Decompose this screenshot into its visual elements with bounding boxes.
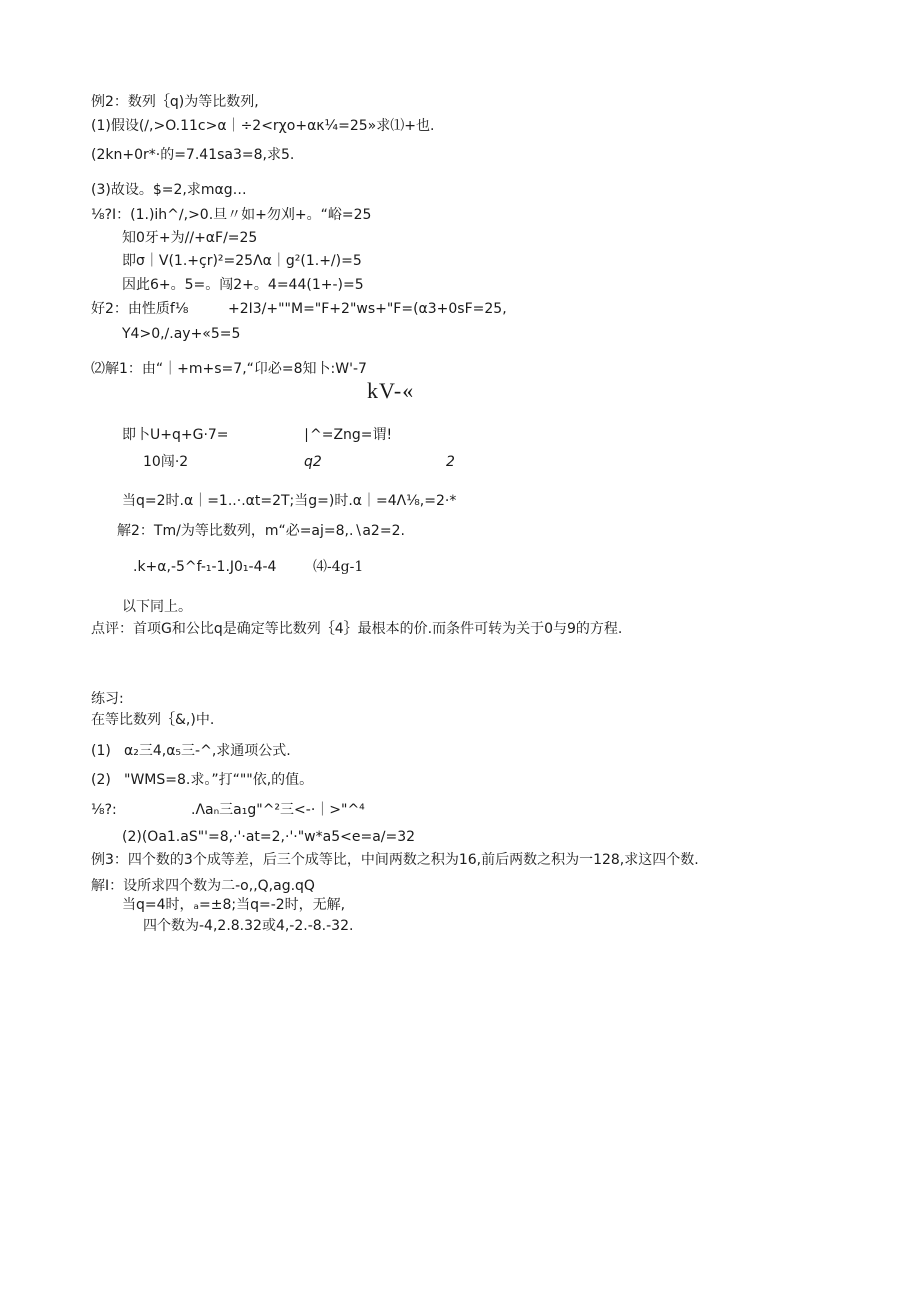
part-2-solution-2: 解2：Tm/为等比数列，m“必=aj=8,.∖a2=2.: [117, 523, 405, 539]
exercise-heading: 练习:: [91, 691, 124, 707]
example-3-answer: 四个数为-4,2.8.32或4,-2.-8.-32.: [143, 918, 354, 934]
exercise-intro: 在等比数列｛&,)中.: [91, 712, 215, 728]
example-3-solution-1: 解I：设所求四个数为二-o,,Q,ag.qQ: [91, 878, 315, 894]
example-3-heading: 例3：四个数的3个成等差，后三个成等比，中间两数之积为16,前后两数之积为一128,求这四个数.: [91, 852, 699, 868]
fraction-line-left: 即卜U+q+G·7=: [122, 427, 229, 443]
same-as-above: 以下同上。: [122, 599, 192, 615]
solution-1-line-3: 即σ｜V(1.+çr)²=25Λα｜g²(1.+/)=5: [122, 253, 362, 269]
example-2-part-1: (1)假设(∕,>O.11c>α｜÷2<rχo+ακ¼=25»求⑴+也.: [91, 118, 435, 134]
solution-2-label: 好2：由性质f⅛: [91, 301, 189, 317]
solution-1-line-4: 因此6+。5=。闯2+。4=44(1+-)=5: [122, 277, 364, 293]
exercise-solution-2: (2)(Oa1.aS"'=8,·'·at=2,·'·"w*a5<e=a∕=32: [122, 829, 416, 845]
case-analysis: 当q=2时.α｜=1..·.αt=2T;当g=)时.α｜=4Λ⅛,=2·*: [122, 493, 457, 509]
exercise-2-number: (2): [91, 772, 111, 788]
solution-1-line-1: ⅛?I：(1.)ih^∕,>0.旦〃如+勿刈+。“峪=25: [91, 207, 372, 223]
solution-2-expression-right: ⑷-4g-1: [313, 559, 364, 575]
example-2-part-2: (2kn+0r*·的=7.41sa3=8,求5.: [91, 147, 295, 163]
example-2-part-3: (3)故设。$=2,求mαg…: [91, 182, 247, 198]
denominator-3: 2: [446, 454, 455, 470]
exercise-1-number: (1): [91, 743, 111, 759]
part-2-solution-1: ⑵解1：由“｜+m+s=7,“卬必=8知卜:W'-7: [91, 361, 367, 377]
formula-fragment: kV-«: [367, 378, 415, 403]
solution-2-line-2: Y4>0,∕.ay+«5=5: [122, 326, 241, 342]
denominator-2: q2: [304, 454, 322, 470]
solution-1-line-2: 知0牙+为//+αF∕=25: [122, 230, 258, 246]
fraction-line-right: ∣^=Zng=谓!: [303, 427, 393, 443]
solution-2-equation: +2I3/+""M="F+2"ws+"F=(α3+0sF=25,: [228, 301, 507, 317]
example-3-solution-2: 当q=4时，ₐ=±8;当q=-2时，无解,: [122, 897, 346, 913]
exercise-solution-label: ⅛?:: [91, 802, 117, 818]
exercise-solution-1: .Λaₙ三a₁g"^²三<-·｜>"^⁴: [191, 802, 365, 818]
commentary: 点评：首项G和公比q是确定等比数列｛4｝最根本的价.而条件可转为关于0与9的方程.: [91, 621, 623, 637]
denominator-1: 10闯·2: [143, 454, 189, 470]
solution-2-expression: .k+α,-5^f-₁-1.J0₁-4-4: [133, 559, 277, 575]
example-2-heading: 例2：数列｛q)为等比数列,: [91, 94, 259, 110]
exercise-2-text: "WMS=8.求。”打“""依,的值。: [124, 772, 314, 788]
exercise-1-text: α₂三4,α₅三-^,求通项公式.: [124, 743, 291, 759]
